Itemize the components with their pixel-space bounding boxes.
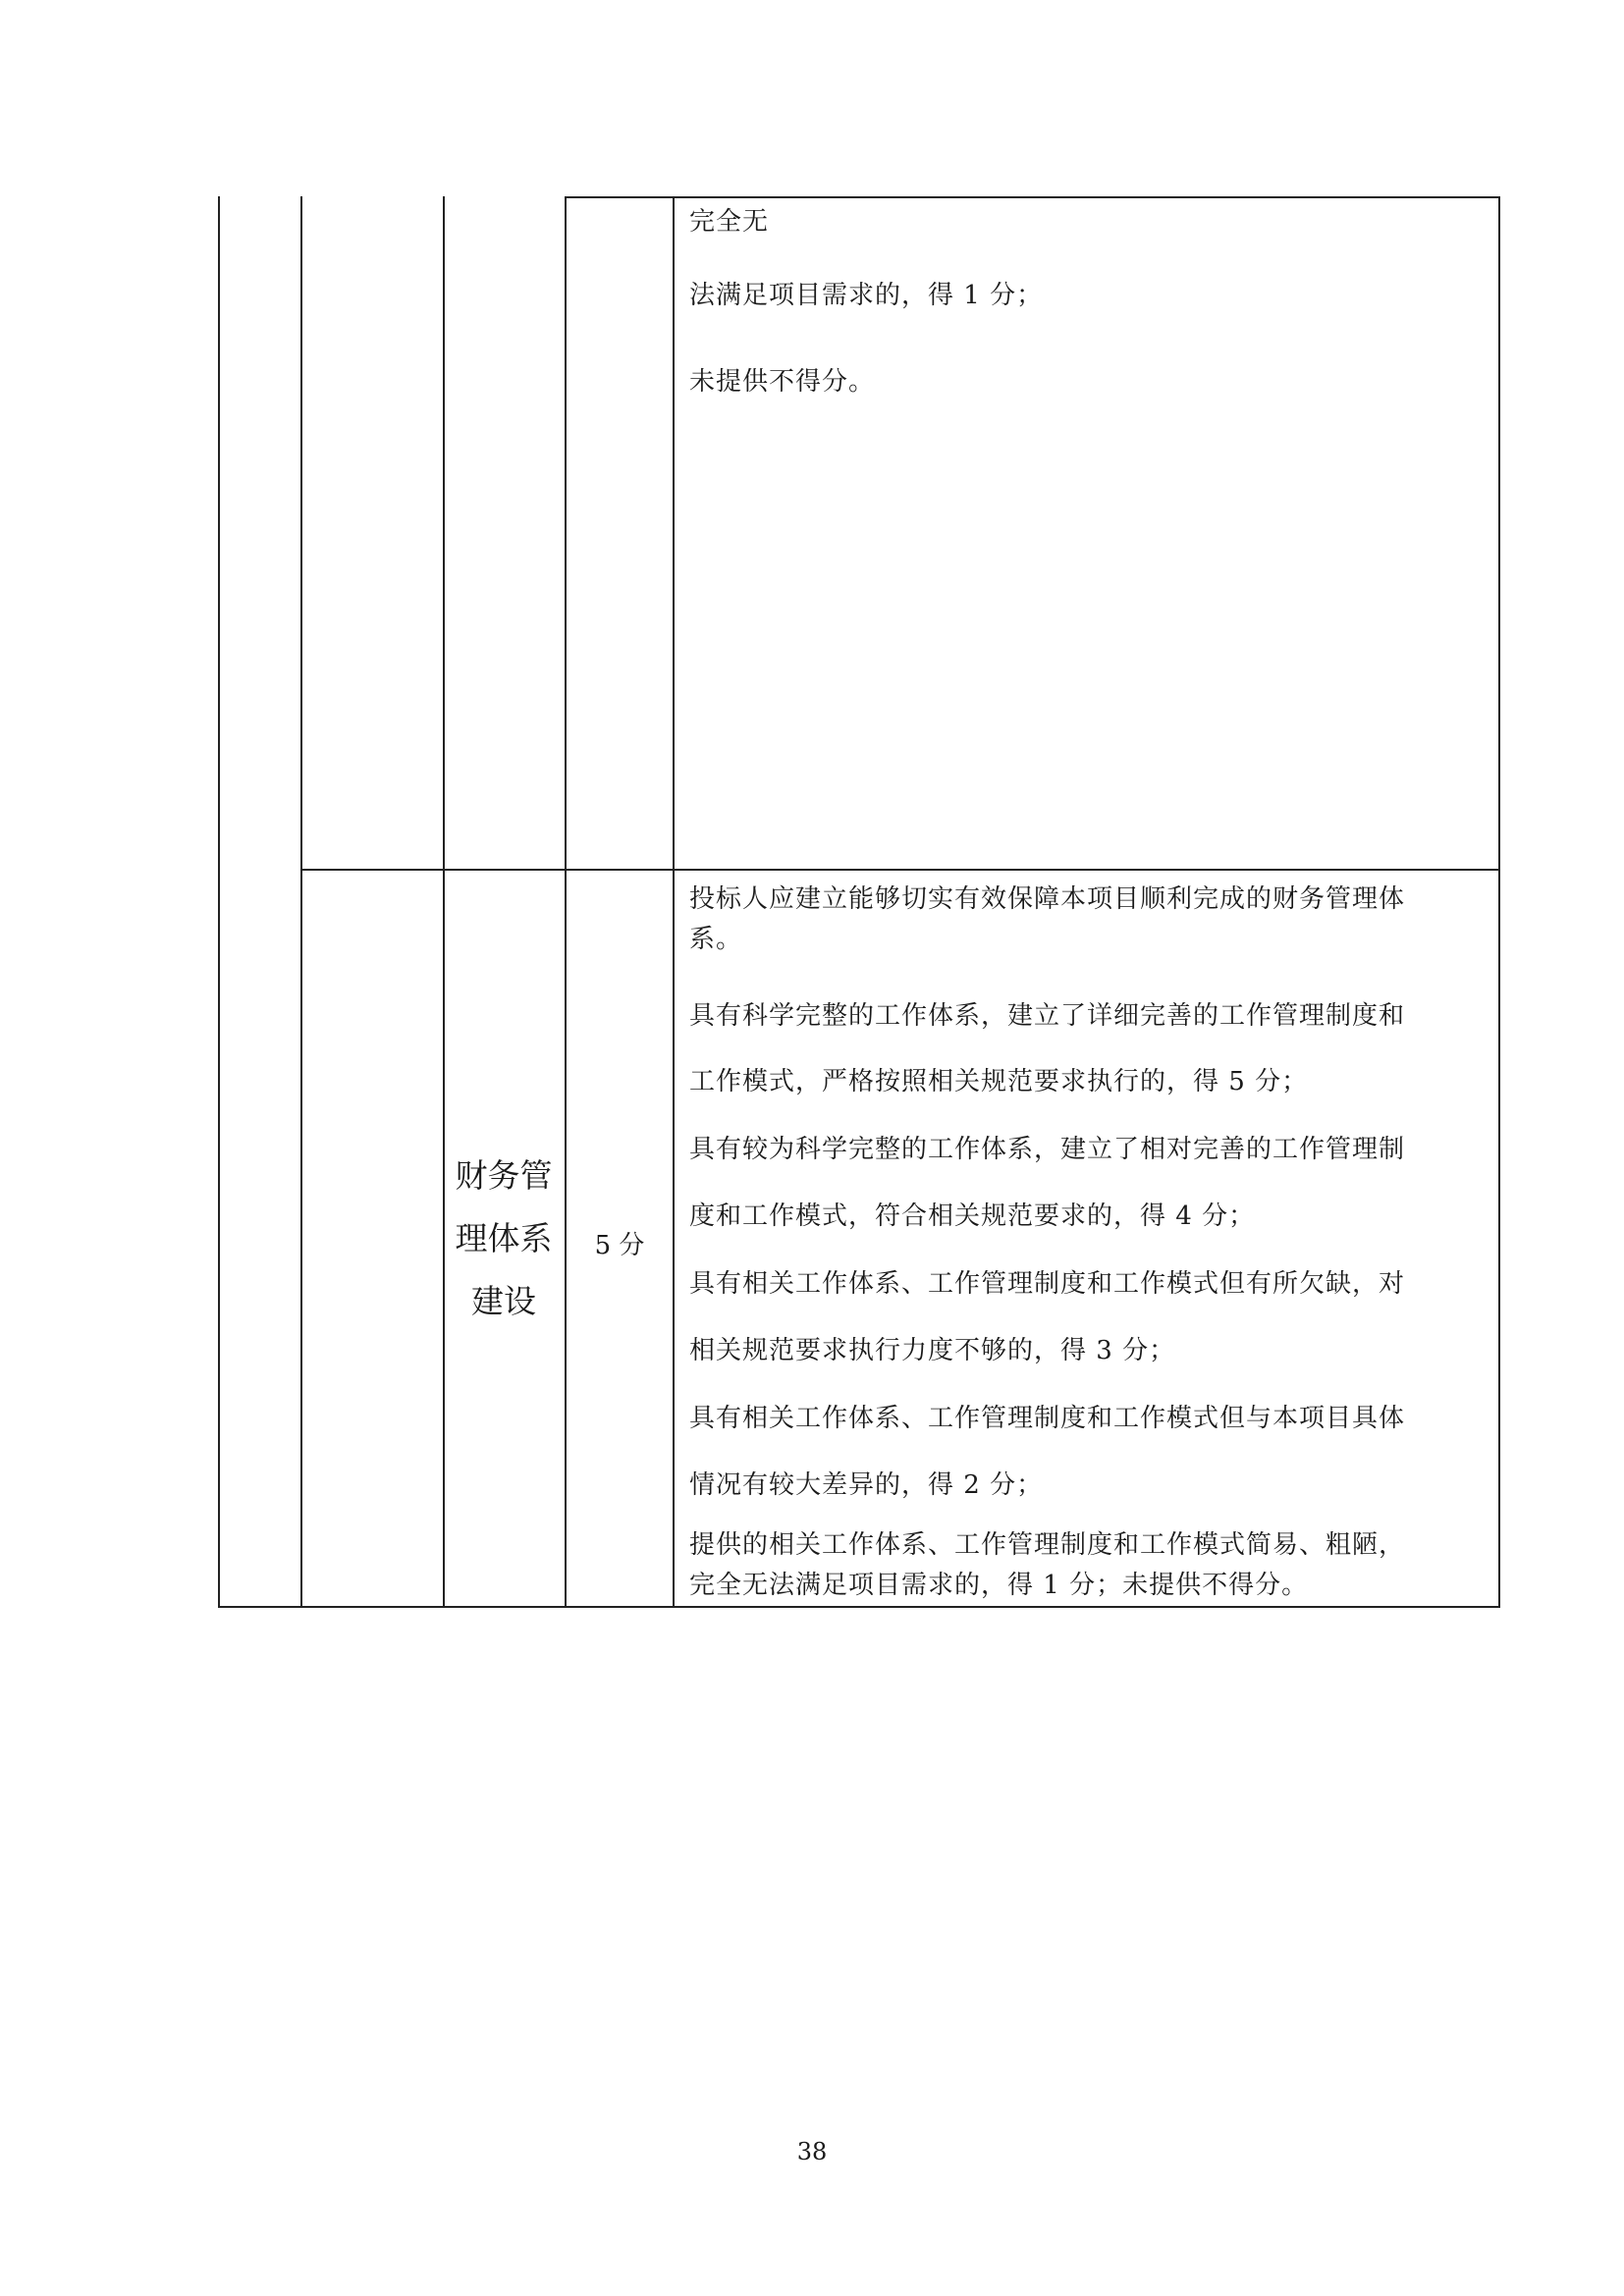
column-divider-3 bbox=[565, 196, 567, 1608]
criteria-line: 工作模式，严格按照相关规范要求执行的，得 5 分； bbox=[689, 1067, 1309, 1096]
page-number: 38 bbox=[796, 2138, 828, 2165]
item-name-line: 财务管 bbox=[455, 1156, 553, 1195]
criteria-line: 具有相关工作体系、工作管理制度和工作模式但有所欠缺，对 bbox=[689, 1269, 1406, 1299]
criteria-line: 系。 bbox=[689, 925, 743, 954]
criteria-line: 完全无 bbox=[689, 207, 770, 237]
criteria-line: 法满足项目需求的，得 1 分； bbox=[689, 281, 1044, 310]
criteria-line: 提供的相关工作体系、工作管理制度和工作模式简易、粗陋， bbox=[689, 1530, 1406, 1560]
column-divider-2 bbox=[443, 196, 445, 1608]
score-cell: 5 分 bbox=[594, 1231, 645, 1260]
row-divider bbox=[300, 869, 1500, 871]
table-border-left bbox=[218, 196, 220, 1608]
criteria-line: 情况有较大差异的，得 2 分； bbox=[689, 1470, 1044, 1500]
item-name-line: 建设 bbox=[471, 1282, 536, 1320]
criteria-line: 具有较为科学完整的工作体系，建立了相对完善的工作管理制 bbox=[689, 1135, 1406, 1164]
column-divider-1 bbox=[300, 196, 302, 1608]
column-divider-4 bbox=[673, 196, 675, 1608]
criteria-line: 完全无法满足项目需求的，得 1 分；未提供不得分。 bbox=[689, 1571, 1309, 1600]
criteria-line: 投标人应建立能够切实有效保障本项目顺利完成的财务管理体 bbox=[689, 884, 1406, 914]
table-border-top bbox=[565, 196, 1500, 198]
criteria-line: 未提供不得分。 bbox=[689, 367, 876, 397]
item-name-cell bbox=[443, 1145, 565, 1333]
criteria-line: 相关规范要求执行力度不够的，得 3 分； bbox=[689, 1336, 1176, 1365]
item-name-line: 理体系 bbox=[455, 1219, 553, 1257]
criteria-line: 具有相关工作体系、工作管理制度和工作模式但与本项目具体 bbox=[689, 1404, 1406, 1433]
table-border-bottom bbox=[218, 1606, 1500, 1608]
criteria-line: 度和工作模式，符合相关规范要求的，得 4 分； bbox=[689, 1201, 1256, 1231]
criteria-line: 具有科学完整的工作体系，建立了详细完善的工作管理制度和 bbox=[689, 1001, 1406, 1031]
table-border-right bbox=[1498, 196, 1500, 1608]
